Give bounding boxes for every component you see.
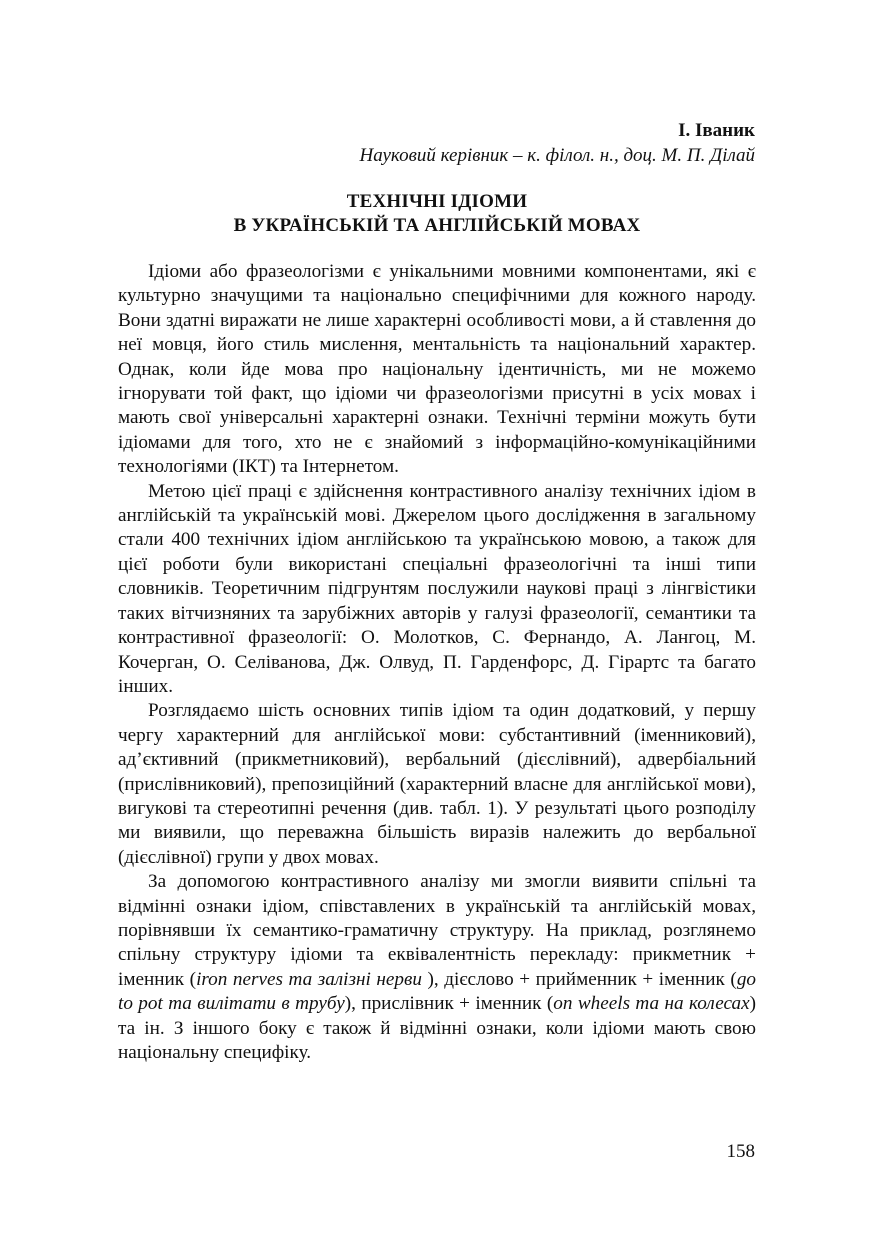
- p4-text-3: ), прислівник + іменник (: [344, 993, 554, 1015]
- p4-text-1: За допомогою контрастивного аналізу ми змогли виявити спільні та відмінні ознаки ідіом, співставлених в українській та англійській мовах, порівнявши їх семантико-граматичну структуру. На приклад, розглянемо спільну структуру ідіоми та еквівалентність перекладу: прикметник + іменник (: [118, 871, 756, 990]
- author-name: І. Іваник: [678, 120, 755, 141]
- example-on-wheels: on wheels та на колесах: [553, 993, 750, 1015]
- p4-text-4: ) та ін. З іншого боку є також й відмінні ознаки, коли ідіоми мають свою національну специфіку.: [118, 993, 756, 1063]
- paragraph-1: Ідіоми або фразеологізми є унікальними мовними компонентами, які є культурно значущими та національно специфічними для кожного народу. Вони здатні виражати не лише характерні особливості мови, а й ставлення до неї мовця, його стиль мислення, ментальність та національний характер. Однак, коли йде мова про національну ідентичність, ми не можемо ігнорувати той факт, що ідіоми чи фразеологізми присутні в усіх мовах і мають свої універсальні характерні ознаки. Технічні терміни можуть бути ідіомами для того, хто не є знайомий з інформаційно-комунікаційними технологіями (ІКТ) та Інтернетом.: [118, 261, 756, 478]
- title-line-2: В УКРАЇНСЬКІЙ ТА АНГЛІЙСЬКІЙ МОВАХ: [233, 215, 641, 236]
- title-line-1: ТЕХНІЧНІ ІДІОМИ: [346, 191, 528, 212]
- article-title: [118, 190, 756, 238]
- paragraph-2: Метою цієї праці є здійснення контрастивного аналізу технічних ідіом в англійській та українській мові. Джерелом цього дослідження в загальному стали 400 технічних ідіом англійською та українською мовою, а також для цієї роботи були використані спеціальні фразеологічні та інші типи словників. Теоретичним підгрунтям послужили наукові праці з лінгвістики таких вітчизняних та зарубіжних авторів у галузі фразеології, семантики та контрастивної фразеології: О. Молотков, С. Фернандо, А. Лангоц, М. Кочерган, О. Селіванова, Дж. Олвуд, П. Гарденфорс, Д. Гірартс та багато інших.: [118, 480, 756, 697]
- page-number: 158: [726, 1141, 755, 1162]
- scientific-advisor: Науковий керівник – к. філол. н., доц. М. П. Ділай: [359, 145, 755, 166]
- example-iron-nerves: iron nerves та залізні нерви: [196, 968, 422, 990]
- example-go-to-pot: go to pot та вилітати в трубу: [118, 968, 757, 1015]
- paragraph-4: [118, 870, 756, 1065]
- article-body: [118, 260, 756, 1065]
- paragraph-3: Розглядаємо шість основних типів ідіом та один додатковий, у першу чергу характерний для англійської мови: субстантивний (іменниковий), ад’єктивний (прикметниковий), вербальний (дієслівний), адвербіальний (прислівниковий), препозиційний (характерний власне для англійської мови), вигукові та стереотипні речення (див. табл. 1). У результаті цього розподілу ми виявили, що переважна більшість виразів належить до вербальної (дієслівної) групи у двох мовах.: [118, 700, 756, 868]
- p4-text-2: ), дієслово + прийменник + іменник (: [421, 968, 737, 990]
